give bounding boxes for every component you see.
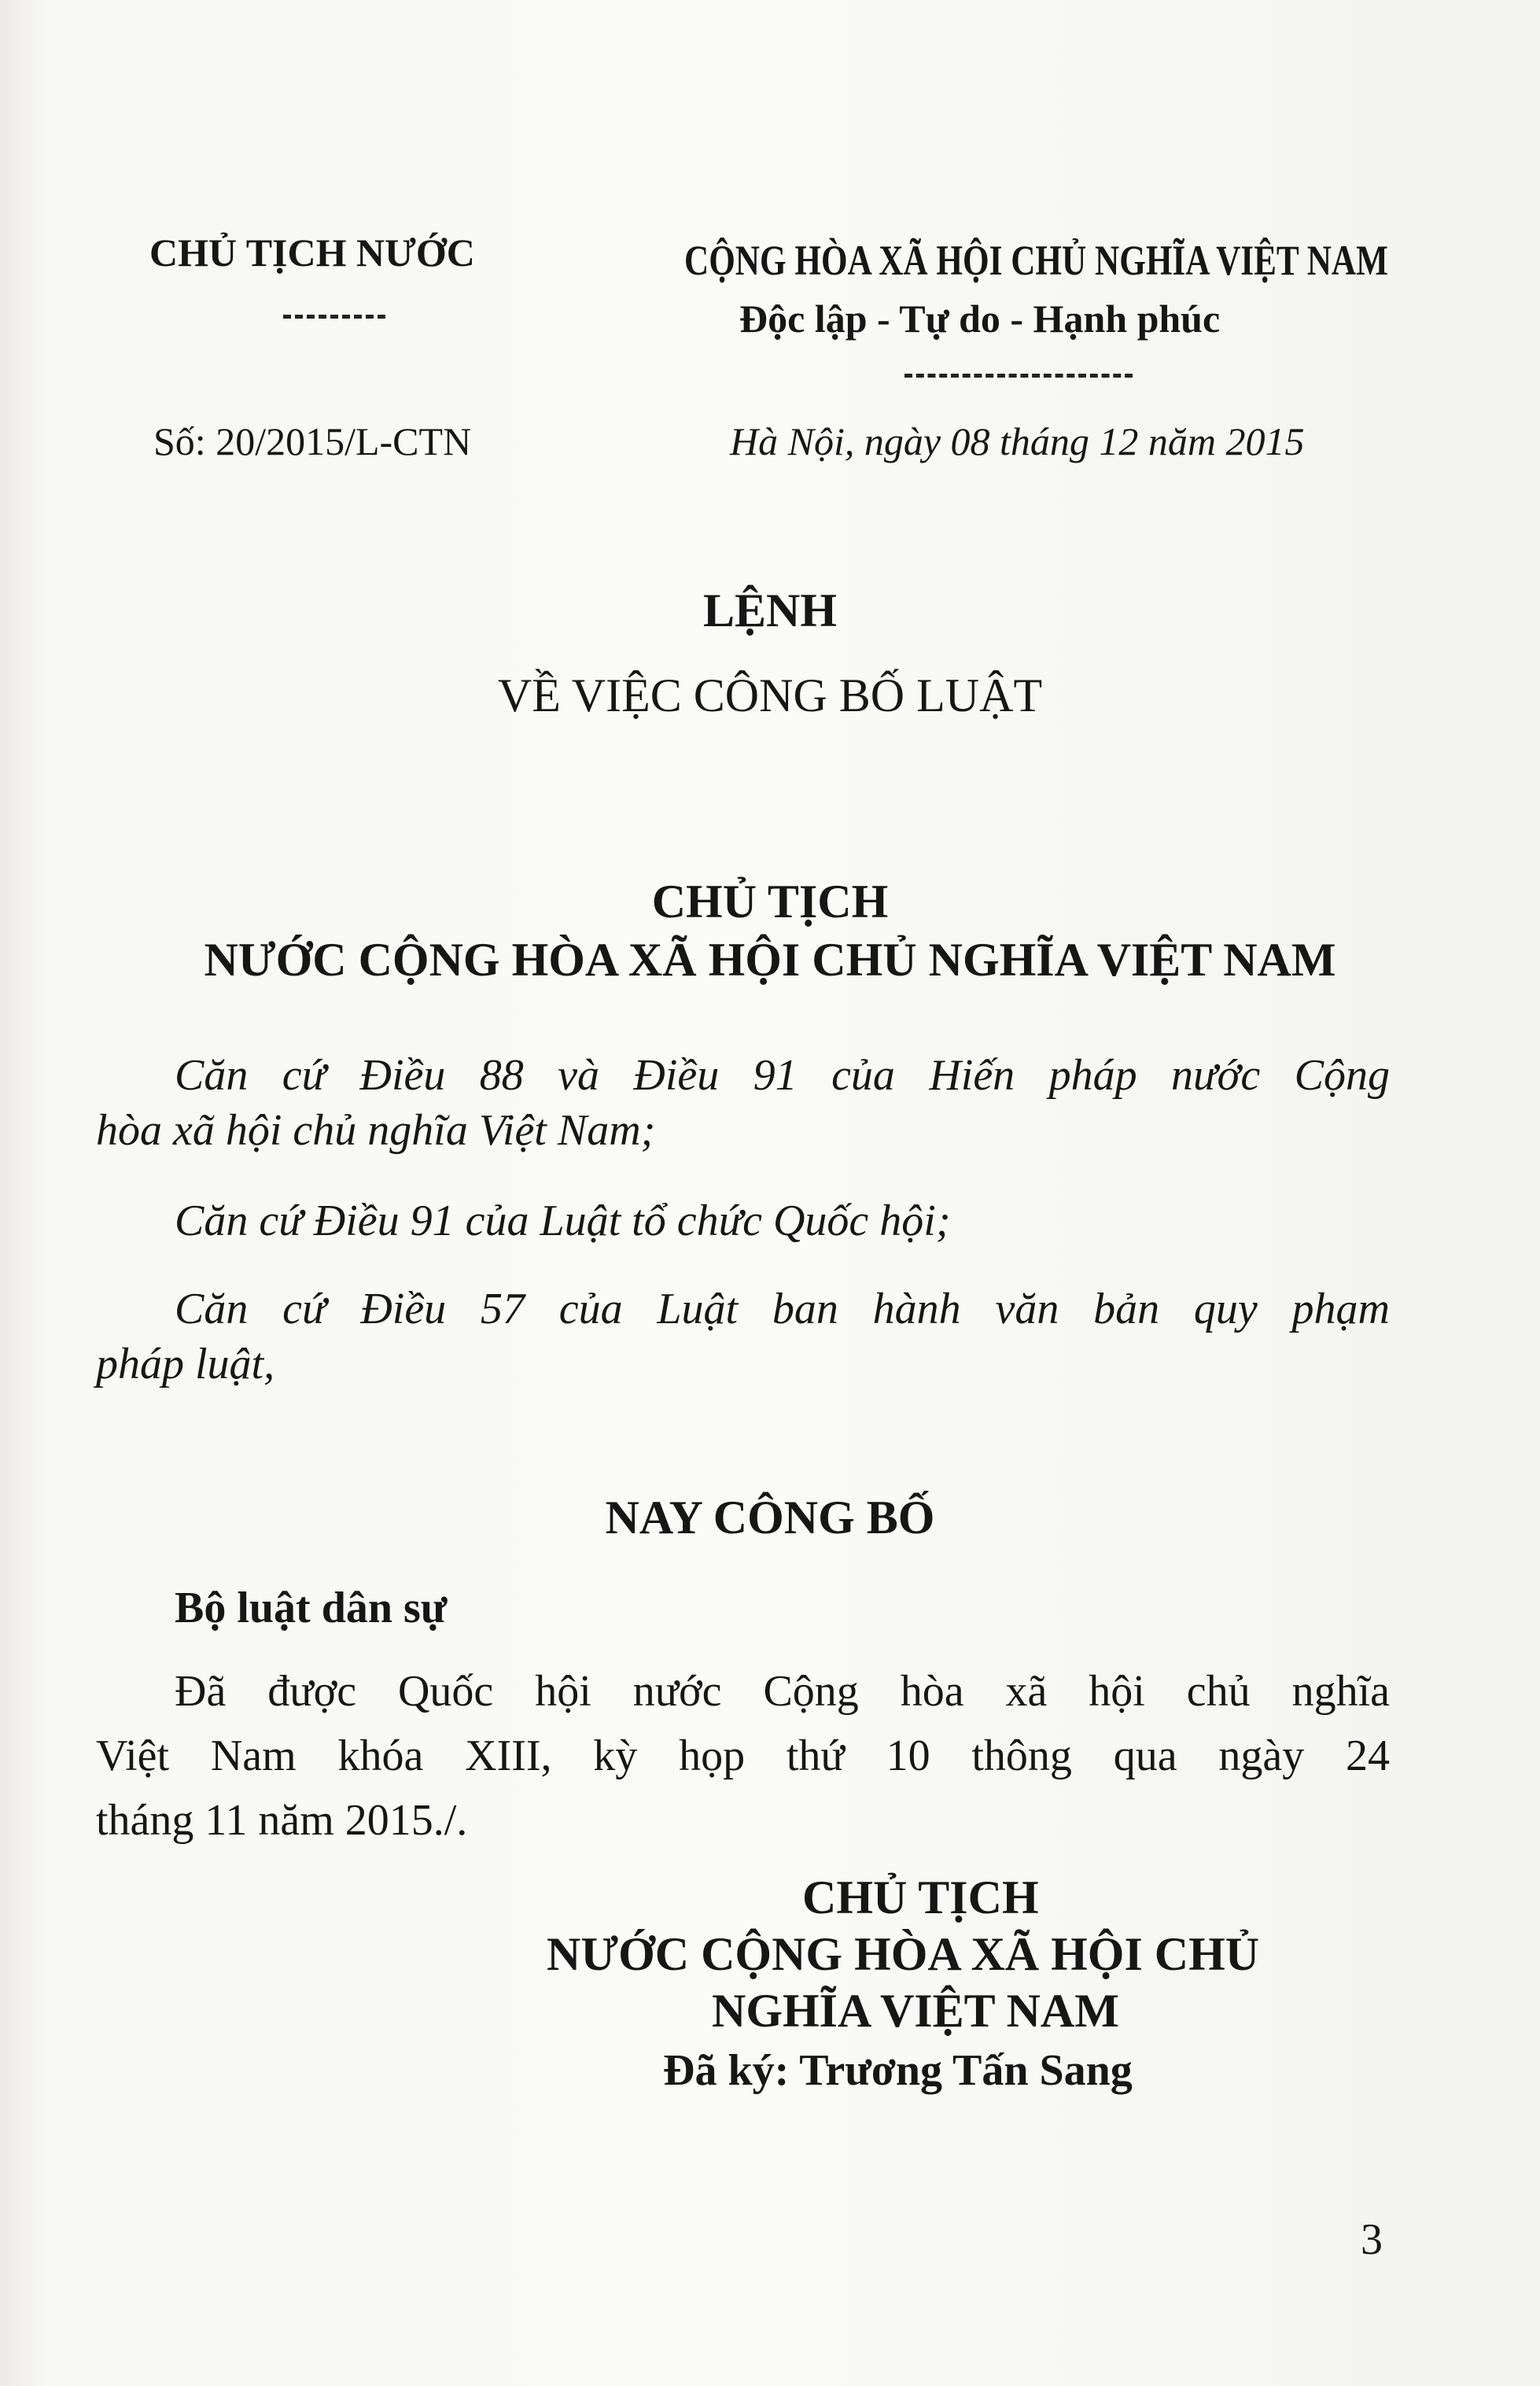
signature-title1: CHỦ TỊCH (802, 1872, 1039, 1923)
announce-line2: Việt Nam khóa XIII, kỳ họp thứ 10 thông qua ngày 24 (96, 1731, 1390, 1780)
title-line1: LỆNH (702, 585, 838, 636)
announce-line3: tháng 11 năm 2015./. (96, 1796, 468, 1845)
title-line2: VỀ VIỆC CÔNG BỐ LUẬT (497, 669, 1043, 721)
page-number: 3 (1361, 2215, 1383, 2264)
issuer-label: CHỦ TỊCH NƯỚC (149, 230, 475, 275)
country-name: CỘNG HÒA XÃ HỘI CHỦ NGHĨA VIỆT NAM (684, 237, 1388, 284)
document-number: Số: 20/2015/L-CTN (153, 419, 472, 463)
issuer-divider (283, 315, 385, 319)
basis-3-line2: pháp luật, (96, 1340, 275, 1388)
place-date: Hà Nội, ngày 08 tháng 12 năm 2015 (730, 419, 1305, 463)
announce-line1: Đã được Quốc hội nước Cộng hòa xã hội chủ nghĩa (175, 1667, 1390, 1716)
authority-line2: NƯỚC CỘNG HÒA XÃ HỘI CHỦ NGHĨA VIỆT NAM (204, 934, 1336, 986)
motto: Độc lập - Tự do - Hạnh phúc (739, 297, 1221, 341)
signature-title2: NƯỚC CỘNG HÒA XÃ HỘI CHỦ (547, 1928, 1260, 1980)
basis-1-line1: Căn cứ Điều 88 và Điều 91 của Hiến pháp nước Cộng (175, 1051, 1390, 1100)
basis-3-line1: Căn cứ Điều 57 của Luật ban hành văn bản quy phạm (175, 1285, 1390, 1333)
law-name: Bộ luật dân sự (175, 1584, 448, 1632)
authority-line1: CHỦ TỊCH (651, 876, 889, 927)
signer-name: Đã ký: Trương Tấn Sang (663, 2046, 1133, 2095)
signature-title3: NGHĨA VIỆT NAM (712, 1985, 1119, 2037)
basis-1-line2: hòa xã hội chủ nghĩa Việt Nam; (96, 1106, 656, 1155)
basis-2: Căn cứ Điều 91 của Luật tổ chức Quốc hội; (175, 1197, 951, 1245)
motto-divider (904, 374, 1133, 378)
announce-heading: NAY CÔNG BỐ (605, 1492, 935, 1543)
